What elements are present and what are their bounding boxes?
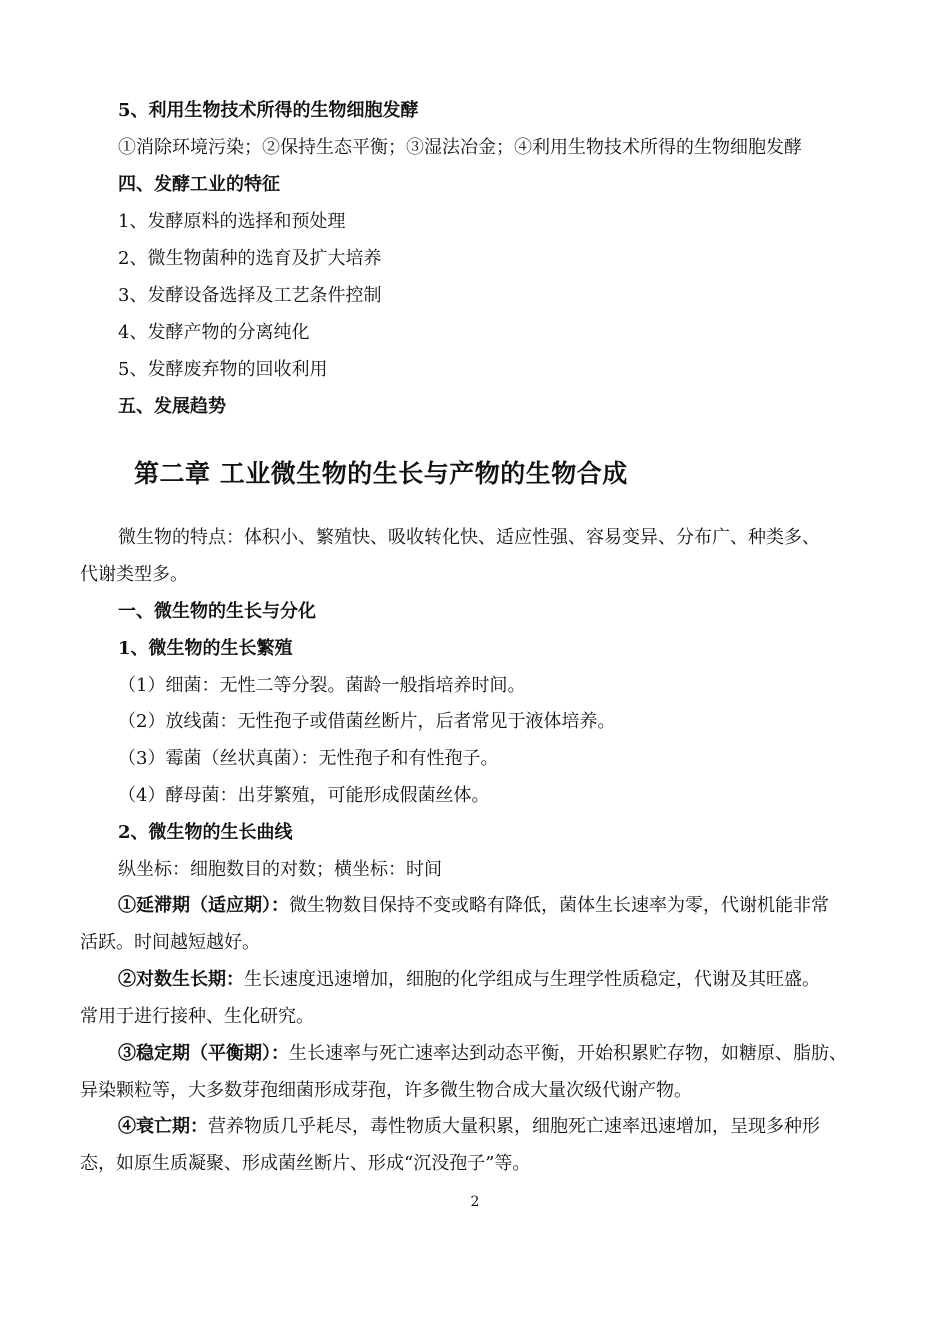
phase-4-text: 营养物质几乎耗尽，毒性物质大量积累，细胞死亡速率迅速增加，呈现多种形 [208, 1116, 820, 1137]
section-4-item-4: 4、发酵产物的分离纯化 [118, 322, 310, 343]
axes-description: 纵坐标：细胞数目的对数；横坐标：时间 [118, 859, 442, 880]
section-4-item-5: 5、发酵废弃物的回收利用 [118, 359, 328, 380]
phase-4-label: ④衰亡期： [118, 1116, 208, 1137]
section-5-title: 五、发展趋势 [118, 396, 226, 417]
section-4-item-2: 2、微生物菌种的选育及扩大培养 [118, 248, 382, 269]
repro-yeast: （4）酵母菌：出芽繁殖，可能形成假菌丝体。 [118, 785, 490, 806]
phase-4-line-1 [118, 1115, 820, 1139]
item-5-heading: 5、利用生物技术所得的生物细胞发酵 [118, 100, 419, 121]
repro-molds: （3）霉菌（丝状真菌）：无性孢子和有性孢子。 [118, 748, 499, 769]
phase-1-label: ①延滞期（适应期）： [118, 895, 289, 916]
intro-line-1: 微生物的特点：体积小、繁殖快、吸收转化快、适应性强、容易变异、分布广、种类多、 [118, 527, 820, 548]
phase-2-text: 生长速度迅速增加，细胞的化学组成与生理学性质稳定，代谢及其旺盛。 [244, 969, 820, 990]
phase-2-label: ②对数生长期： [118, 969, 244, 990]
section-4-item-1: 1、发酵原料的选择和预处理 [118, 211, 346, 232]
phase-3-label: ③稳定期（平衡期）： [118, 1043, 289, 1064]
section-4-item-3: 3、发酵设备选择及工艺条件控制 [118, 285, 382, 306]
chapter-title: 第二章 工业微生物的生长与产物的生物合成 [134, 459, 628, 488]
phase-3-line-2: 异染颗粒等，大多数芽孢细菌形成芽孢，许多微生物合成大量次级代谢产物。 [80, 1080, 692, 1101]
section-4-title: 四、发酵工业的特征 [118, 174, 280, 195]
phase-1-text: 微生物数目保持不变或略有降低，菌体生长速率为零，代谢机能非常 [289, 895, 829, 916]
phase-3-text: 生长速率与死亡速率达到动态平衡，开始积累贮存物，如糖原、脂肪、 [289, 1043, 847, 1064]
phase-2-line-2: 常用于进行接种、生化研究。 [80, 1006, 314, 1027]
intro-line-2: 代谢类型多。 [80, 564, 188, 585]
phase-4-line-2: 态，如原生质凝聚、形成菌丝断片、形成“沉没孢子”等。 [80, 1153, 531, 1174]
repro-bacteria: （1）细菌：无性二等分裂。菌龄一般指培养时间。 [118, 675, 526, 696]
phase-1-line-1 [118, 894, 829, 918]
subsection-1-title: 一、微生物的生长与分化 [118, 601, 316, 622]
item-5-content: ①消除环境污染；②保持生态平衡；③湿法冶金；④利用生物技术所得的生物细胞发酵 [118, 137, 802, 158]
page-number: 2 [470, 1194, 480, 1210]
repro-actinomycetes: （2）放线菌：无性孢子或借菌丝断片，后者常见于液体培养。 [118, 711, 616, 732]
phase-3-line-1 [118, 1042, 847, 1066]
phase-1-line-2: 活跃。时间越短越好。 [80, 932, 260, 953]
subsection-1-2-title: 2、微生物的生长曲线 [118, 822, 293, 843]
phase-2-line-1 [118, 968, 820, 992]
subsection-1-1-title: 1、微生物的生长繁殖 [118, 638, 293, 659]
